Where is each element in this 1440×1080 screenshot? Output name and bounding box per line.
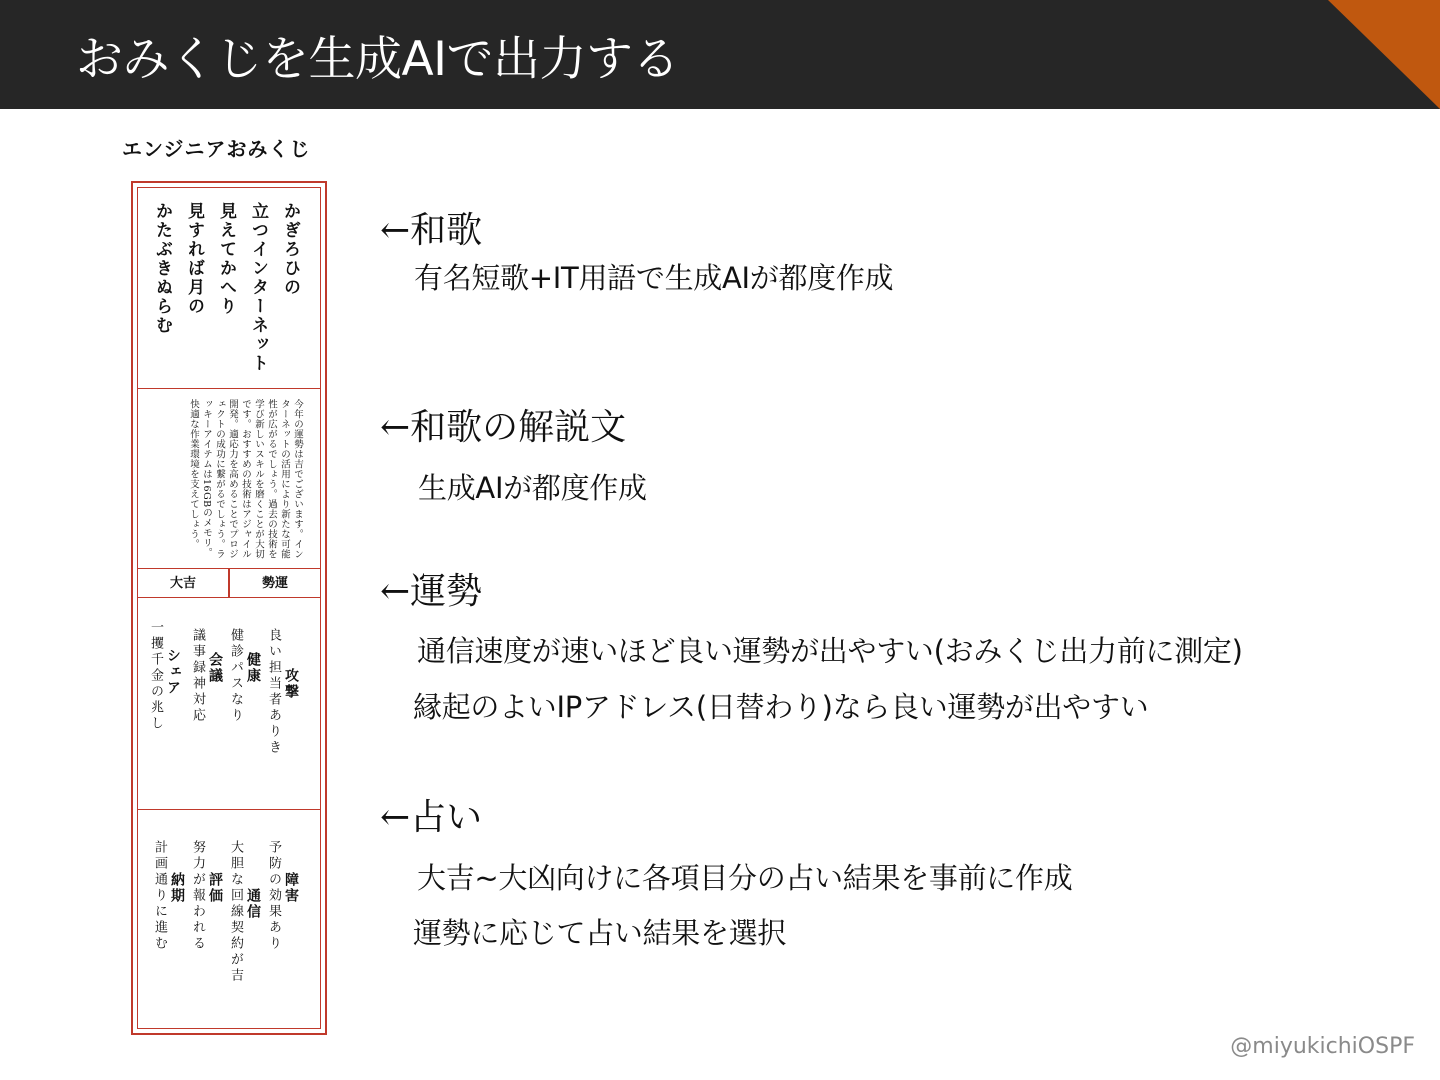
divination-item (190, 612, 224, 724)
divination-item-value: 計画通りに進む (152, 840, 167, 952)
divination-item (190, 824, 224, 952)
divination-item-head: 健康 (245, 652, 261, 684)
fortune-heading: ←運勢 (380, 571, 483, 612)
divination-description-1: 大吉~大凶向けに各項目分の占い結果を事前に作成 (417, 861, 1073, 895)
waka-section (138, 188, 320, 389)
divination-item-value: 努力が報われる (190, 840, 205, 952)
waka-line-5: かたぶきぬらむ (152, 202, 172, 335)
divination-description-2: 運勢に応じて占い結果を選択 (413, 916, 787, 950)
omikuji-slip (131, 181, 327, 1035)
waka-line-3: 見えてかへり (216, 202, 236, 316)
divination-item-value: 大胆な回線契約が吉 (228, 840, 243, 984)
divination-item (228, 612, 262, 724)
divination-item-head: 障害 (283, 872, 299, 904)
divination-item-head: 納期 (169, 872, 185, 904)
fortune-value: 大吉 (169, 576, 196, 591)
divination-item-head: シェア (165, 648, 181, 696)
fortune-label: 勢運 (261, 576, 288, 591)
explanation-description: 生成AIが都度作成 (418, 471, 647, 505)
waka-heading: ←和歌 (380, 210, 483, 251)
divination-heading: ←占い (380, 797, 483, 838)
explanation-section (138, 389, 320, 569)
divination-item (266, 612, 300, 756)
waka-line-4: 見すれば月の (184, 202, 204, 316)
divination-group-a (138, 598, 320, 810)
waka-explanation: 今年の運勢は吉でございます。インターネットの活用により新たな可能性が広がるでしょう。過去の技術を学び新しいスキルを磨くことが大切です。おすすめの技術はアジャイル開発。適応力を高めることでプロジェクトの成功に繋がるでしょう。ラッキーアイテムは16GBのメモリ。快適な作業環境を支えてしょう。 (188, 399, 303, 559)
divination-item-value: 議事録神対応 (190, 628, 205, 724)
divination-item-value: 予防の効果あり (266, 840, 281, 952)
waka-line-1: かぎろひの (280, 202, 300, 297)
divination-item-head: 攻撃 (283, 668, 299, 700)
divination-item-head: 通信 (245, 888, 261, 920)
divination-item (228, 824, 262, 984)
waka-description: 有名短歌+IT用語で生成AIが都度作成 (414, 261, 894, 295)
divination-item-value: 一攫千金の兆し (148, 620, 163, 732)
slide-title: おみくじを生成AIで出力する (76, 32, 680, 87)
slide-header (0, 0, 1440, 109)
divination-item (266, 824, 300, 952)
divination-item (148, 612, 182, 732)
divination-item (152, 824, 186, 952)
footer-credit: @miyukichiOSPF (1230, 1034, 1415, 1059)
fortune-row (138, 569, 320, 598)
waka-line-2: 立つインターネット (248, 202, 268, 373)
divination-item-value: 良い担当者ありき (266, 628, 281, 756)
divination-item-head: 評価 (207, 872, 223, 904)
divination-item-head: 会議 (207, 652, 223, 684)
divination-item-value: 健診パスなり (228, 628, 243, 724)
fortune-description-1: 通信速度が速いほど良い運勢が出やすい(おみくじ出力前に測定) (417, 634, 1243, 668)
explanation-heading: ←和歌の解説文 (380, 407, 627, 448)
fortune-description-2: 縁起のよいIPアドレス(日替わり)なら良い運勢が出やすい (413, 690, 1149, 724)
omikuji-title: エンジニアおみくじ (122, 137, 311, 161)
corner-accent (1328, 0, 1440, 109)
divination-group-b (138, 810, 320, 1028)
omikuji-slip-inner (137, 187, 321, 1029)
